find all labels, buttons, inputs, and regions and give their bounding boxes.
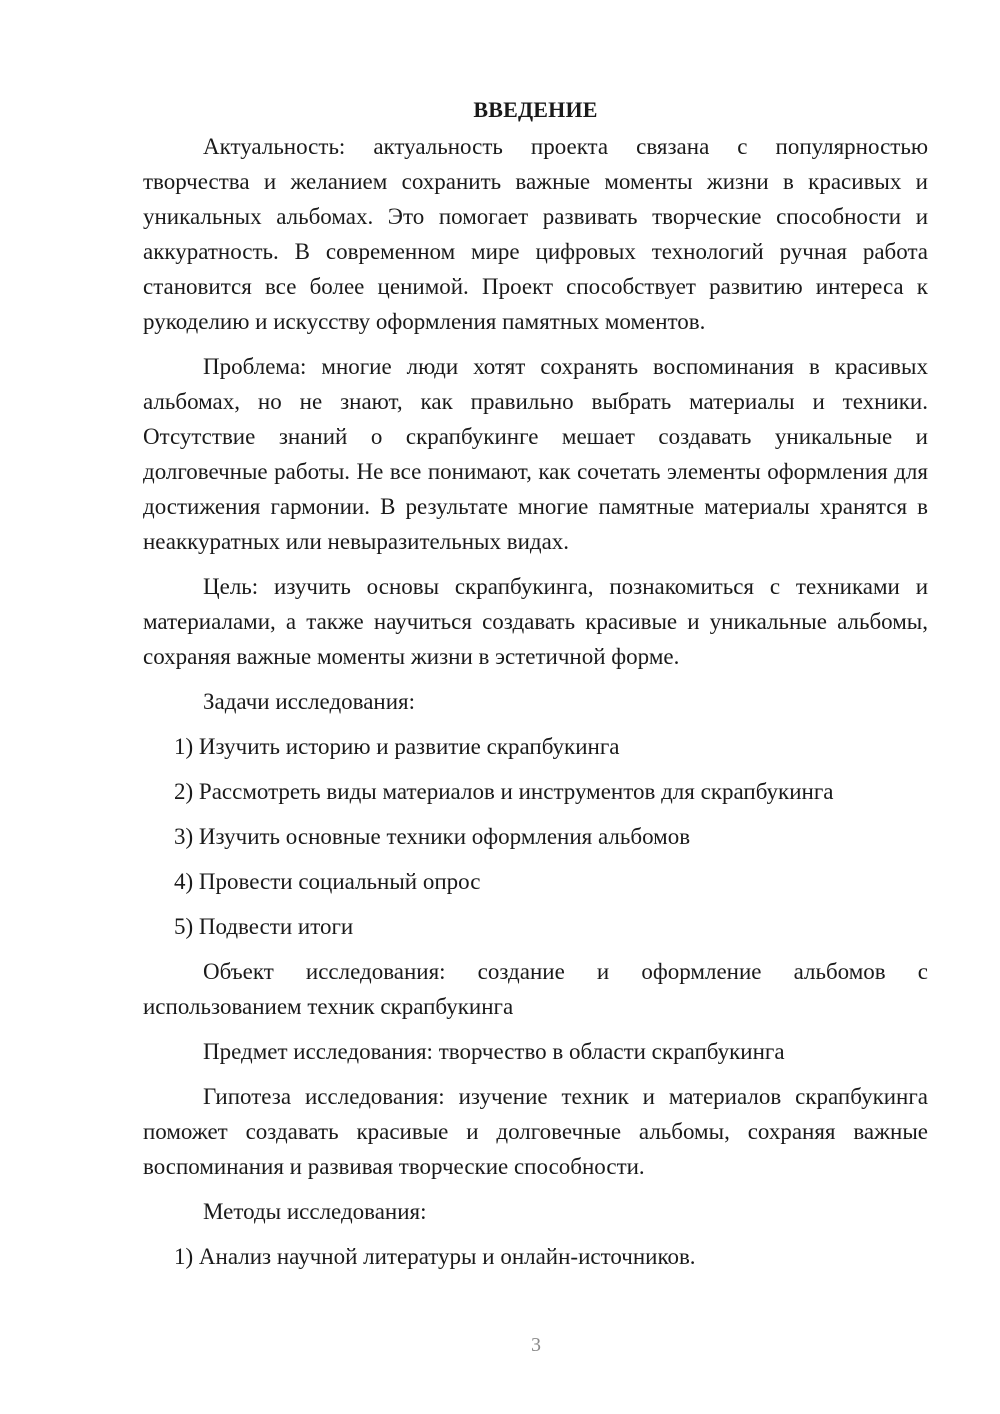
task-item: 4) Провести социальный опрос [174,869,481,894]
methods-heading: Методы исследования: [203,1199,427,1224]
methods-list [143,1239,928,1274]
page-number: 3 [531,1334,541,1356]
object-paragraph: Объект исследования: создание и оформление альбомов с использованием техник скрапбукинга [143,959,928,1019]
task-item: 2) Рассмотреть виды материалов и инструментов для скрапбукинга [174,779,834,804]
page-title: ВВЕДЕНИЕ [473,97,598,122]
goal-paragraph: Цель: изучить основы скрапбукинга, познакомиться с техниками и материалами, а также научиться создавать красивые и уникальные альбомы, сохраняя важные моменты жизни в эстетичной форме. [143,574,928,669]
task-item: 1) Изучить историю и развитие скрапбукинга [174,734,620,759]
method-item: 1) Анализ научной литературы и онлайн-источников. [174,1244,696,1269]
subject-paragraph: Предмет исследования: творчество в области скрапбукинга [203,1039,785,1064]
tasks-list [143,729,928,944]
problem-paragraph: Проблема: многие люди хотят сохранять воспоминания в красивых альбомах, но не знают, как правильно выбрать материалы и техники. Отсутствие знаний о скрапбукинге мешает создавать уникальные и долговечные работы. Не все понимают, как сочетать элементы оформления для достижения гармонии. В результате многие памятные материалы хранятся в неаккуратных или невыразительных видах. [143,354,928,554]
page-content [143,95,928,1284]
tasks-heading: Задачи исследования: [203,689,416,714]
task-item: 3) Изучить основные техники оформления альбомов [174,824,691,849]
hypothesis-paragraph: Гипотеза исследования: изучение техник и материалов скрапбукинга поможет создавать красивые и долговечные альбомы, сохраняя важные воспоминания и развивая творческие способности. [143,1084,928,1179]
relevance-paragraph: Актуальность: актуальность проекта связана с популярностью творчества и желанием сохранить важные моменты жизни в красивых и уникальных альбомах. Это помогает развивать творческие способности и аккуратность. В современном мире цифровых технологий ручная работа становится все более ценимой. Проект способствует развитию интереса к рукоделию и искусству оформления памятных моментов. [143,134,928,334]
task-item: 5) Подвести итоги [174,914,354,939]
